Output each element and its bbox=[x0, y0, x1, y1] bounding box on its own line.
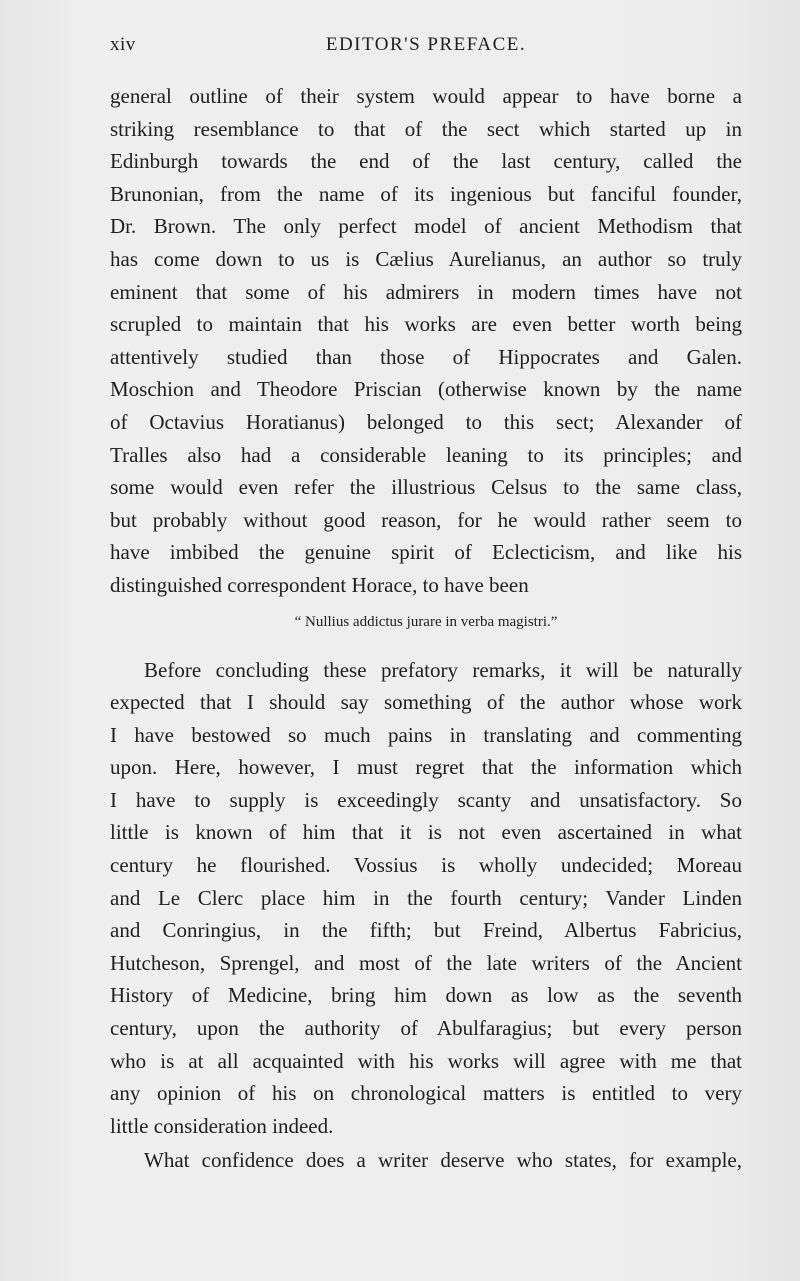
text-line: little is known of him that it is not even ascertained in what bbox=[110, 820, 742, 845]
text-line: little consideration indeed. bbox=[110, 1113, 334, 1138]
text-line: distinguished correspondent Horace, to have been bbox=[110, 572, 529, 597]
text-line: century, upon the authority of Abulfaragius; but every person bbox=[110, 1016, 742, 1041]
text-line: some would even refer the illustrious Celsus to the same class, bbox=[110, 475, 742, 500]
text-line: Dr. Brown. The only perfect model of ancient Methodism that bbox=[110, 214, 742, 239]
text-line: I have to supply is exceedingly scanty and unsatisfactory. So bbox=[110, 787, 742, 812]
paragraph-2 bbox=[110, 654, 742, 1143]
text-line: eminent that some of his admirers in modern times have not bbox=[110, 279, 742, 304]
running-head bbox=[110, 34, 742, 64]
text-line: have imbibed the genuine spirit of Eclecticism, and like his bbox=[110, 540, 742, 565]
text-line: What confidence does a writer deserve who states, for example, bbox=[144, 1148, 742, 1173]
block-quotation: “ Nullius addictus jurare in verba magistri.” bbox=[294, 613, 558, 630]
paragraph-1 bbox=[110, 80, 742, 602]
text-line: but probably without good reason, for he would rather seem to bbox=[110, 507, 742, 532]
text-line: Before concluding these prefatory remarks, it will be naturally bbox=[144, 657, 742, 682]
text-line: Moschion and Theodore Priscian (otherwise known by the name bbox=[110, 377, 742, 402]
text-line: Brunonian, from the name of its ingenious but fanciful founder, bbox=[110, 181, 742, 206]
paragraph-3 bbox=[110, 1144, 742, 1177]
text-line: upon. Here, however, I must regret that the information which bbox=[110, 755, 742, 780]
text-line: Hutcheson, Sprengel, and most of the late writers of the Ancient bbox=[110, 950, 742, 975]
text-line: century he flourished. Vossius is wholly undecided; Moreau bbox=[110, 853, 742, 878]
text-line: and Le Clerc place him in the fourth century; Vander Linden bbox=[110, 885, 742, 910]
text-line: has come down to us is Cælius Aurelianus, an author so truly bbox=[110, 246, 742, 271]
running-head-title: EDITOR'S PREFACE. bbox=[325, 34, 527, 55]
text-line: of Octavius Horatianus) belonged to this sect; Alexander of bbox=[110, 409, 742, 434]
text-line: attentively studied than those of Hippocrates and Galen. bbox=[110, 344, 742, 369]
body-text bbox=[110, 80, 742, 1177]
text-line: Edinburgh towards the end of the last century, called the bbox=[110, 149, 742, 174]
text-line: I have bestowed so much pains in translating and commenting bbox=[110, 722, 742, 747]
text-line: any opinion of his on chronological matters is entitled to very bbox=[110, 1081, 742, 1106]
text-line: expected that I should say something of the author whose work bbox=[110, 690, 742, 715]
page-number: xiv bbox=[110, 34, 136, 55]
text-line: Tralles also had a considerable leaning to its principles; and bbox=[110, 442, 742, 467]
text-line: History of Medicine, bring him down as low as the seventh bbox=[110, 983, 742, 1008]
text-line: general outline of their system would appear to have borne a bbox=[110, 84, 742, 108]
text-line: and Conringius, in the fifth; but Freind, Albertus Fabricius, bbox=[110, 918, 742, 943]
text-line: who is at all acquainted with his works will agree with me that bbox=[110, 1048, 742, 1073]
text-line: scrupled to maintain that his works are even better worth being bbox=[110, 312, 742, 337]
text-line: striking resemblance to that of the sect which started up in bbox=[110, 116, 742, 141]
